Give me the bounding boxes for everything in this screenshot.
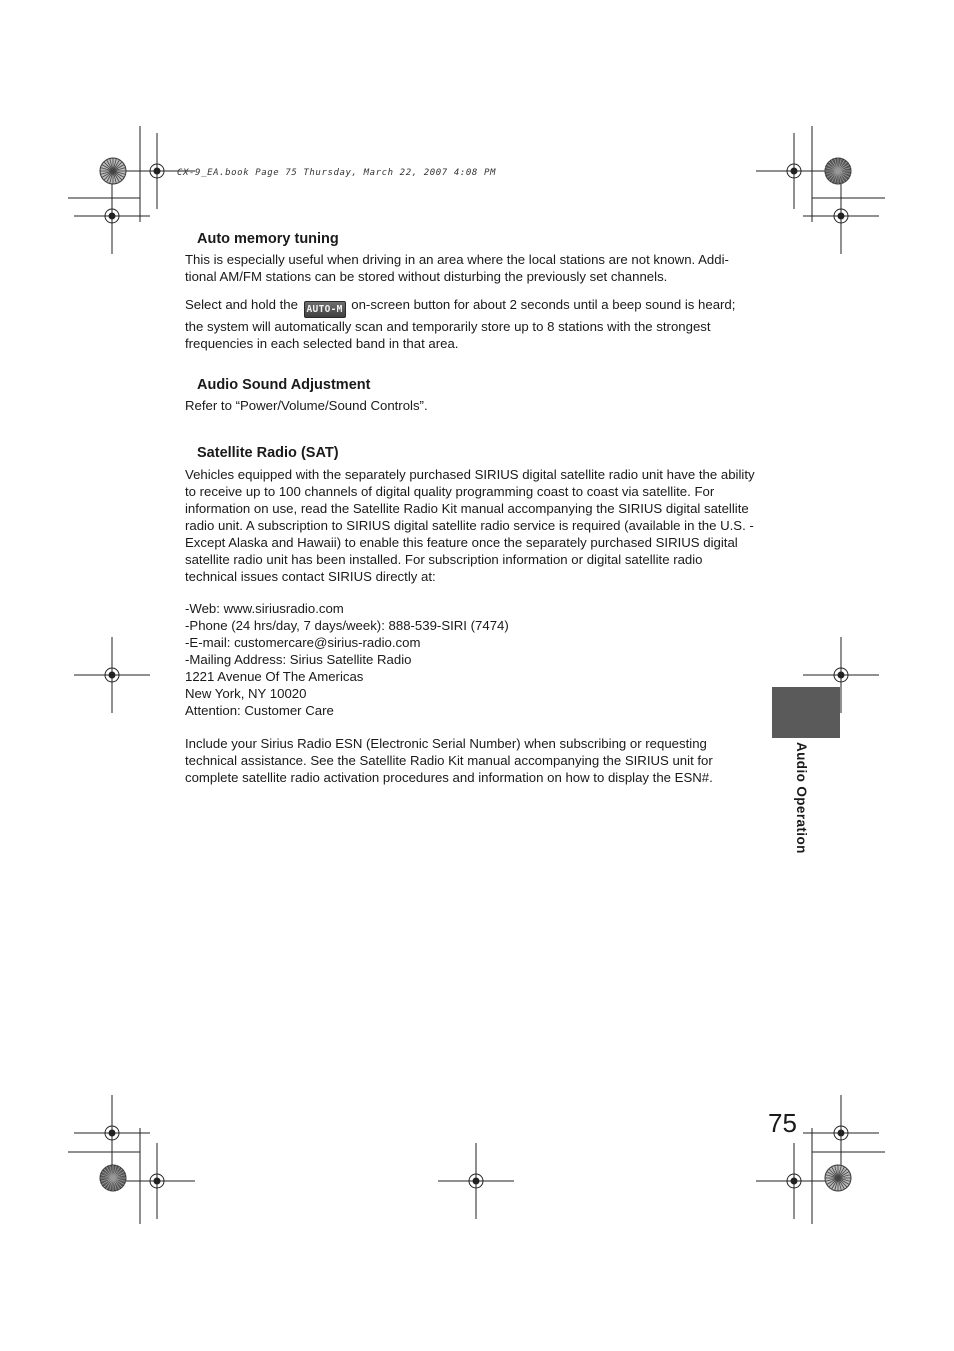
contact-email: -E-mail: customercare@sirius-radio.com xyxy=(185,635,421,650)
color-starburst-icon xyxy=(825,1165,851,1191)
satellite-paragraph-2: Include your Sirius Radio ESN (Electronic Serial Number) when subscribing or requesting technical assistance. See the Satellite Radio Kit manual accompanying the SIRIUS unit for complete satellite radio activation procedures and information on how to display the ESN#. xyxy=(185,736,713,785)
auto-memory-description xyxy=(185,251,755,285)
auto-memory-instruction-start: Select and hold the xyxy=(185,297,298,312)
satellite-esn-note xyxy=(185,735,755,786)
registration-crosshair-icon xyxy=(756,1143,832,1219)
auto-m-button-icon: AUTO-M xyxy=(304,301,346,318)
heading-satellite-radio: Satellite Radio (SAT) xyxy=(197,445,339,461)
registration-crosshair-icon xyxy=(803,1095,879,1171)
registration-crosshair-icon xyxy=(438,1143,514,1219)
color-starburst-icon xyxy=(825,158,851,184)
heading-audio-sound-adjustment: Audio Sound Adjustment xyxy=(197,377,371,393)
contact-mailing-address: -Mailing Address: Sirius Satellite Radio xyxy=(185,652,412,667)
contact-street: 1221 Avenue Of The Americas xyxy=(185,669,364,684)
print-info-line: CX-9_EA.book Page 75 Thursday, March 22, 2007 4:08 PM xyxy=(177,168,496,178)
side-tab-label: Audio Operation xyxy=(794,742,809,854)
page-number: 75 xyxy=(768,1108,797,1138)
audio-sound-paragraph: Refer to “Power/Volume/Sound Controls”. xyxy=(185,398,428,413)
contact-web: -Web: www.siriusradio.com xyxy=(185,601,344,616)
contact-city: New York, NY 10020 xyxy=(185,686,307,701)
audio-sound-description xyxy=(185,397,755,414)
color-starburst-icon xyxy=(100,1165,126,1191)
sirius-contact-block xyxy=(185,600,755,719)
registration-crosshair-icon xyxy=(803,178,879,254)
color-starburst-icon xyxy=(100,158,126,184)
auto-memory-instructions xyxy=(185,296,755,352)
contact-phone: -Phone (24 hrs/day, 7 days/week): 888-539-SIRI (7474) xyxy=(185,618,509,633)
registration-crosshair-icon xyxy=(74,178,150,254)
auto-memory-paragraph-1: This is especially useful when driving in an area where the local stations are not known. Addi-tional AM/FM stations can be stored without disturbing the previously set channels. xyxy=(185,252,729,284)
contact-attention: Attention: Customer Care xyxy=(185,703,334,718)
registration-crosshair-icon xyxy=(119,1143,195,1219)
heading-auto-memory-tuning: Auto memory tuning xyxy=(197,231,339,247)
registration-crosshair-icon xyxy=(74,1095,150,1171)
satellite-paragraph-1: Vehicles equipped with the separately purchased SIRIUS digital satellite radio unit have the ability to receive up to 100 channels of digital quality programming coast to coast via satellite. For information on use, read the Satellite Radio Kit manual accompanying the SIRIUS digital satellite radio unit. A subscription to SIRIUS digital satellite radio service is required (available in the U.S. - Except Alaska and Hawaii) to enable this feature once the separately purchased SIRIUS digital satellite radio unit has been installed. For subscription information or digital satellite radio technical issues contact SIRIUS directly at: xyxy=(185,467,755,584)
registration-crosshair-icon xyxy=(74,637,150,713)
auto-memory-instruction-end: on-screen button for about 2 seconds until a beep sound is heard; the system will automatically scan and temporarily store up to 8 stations with the strongest frequencies in each selected band in that area. xyxy=(185,297,736,351)
side-tab-block xyxy=(772,687,840,738)
satellite-description xyxy=(185,466,755,585)
